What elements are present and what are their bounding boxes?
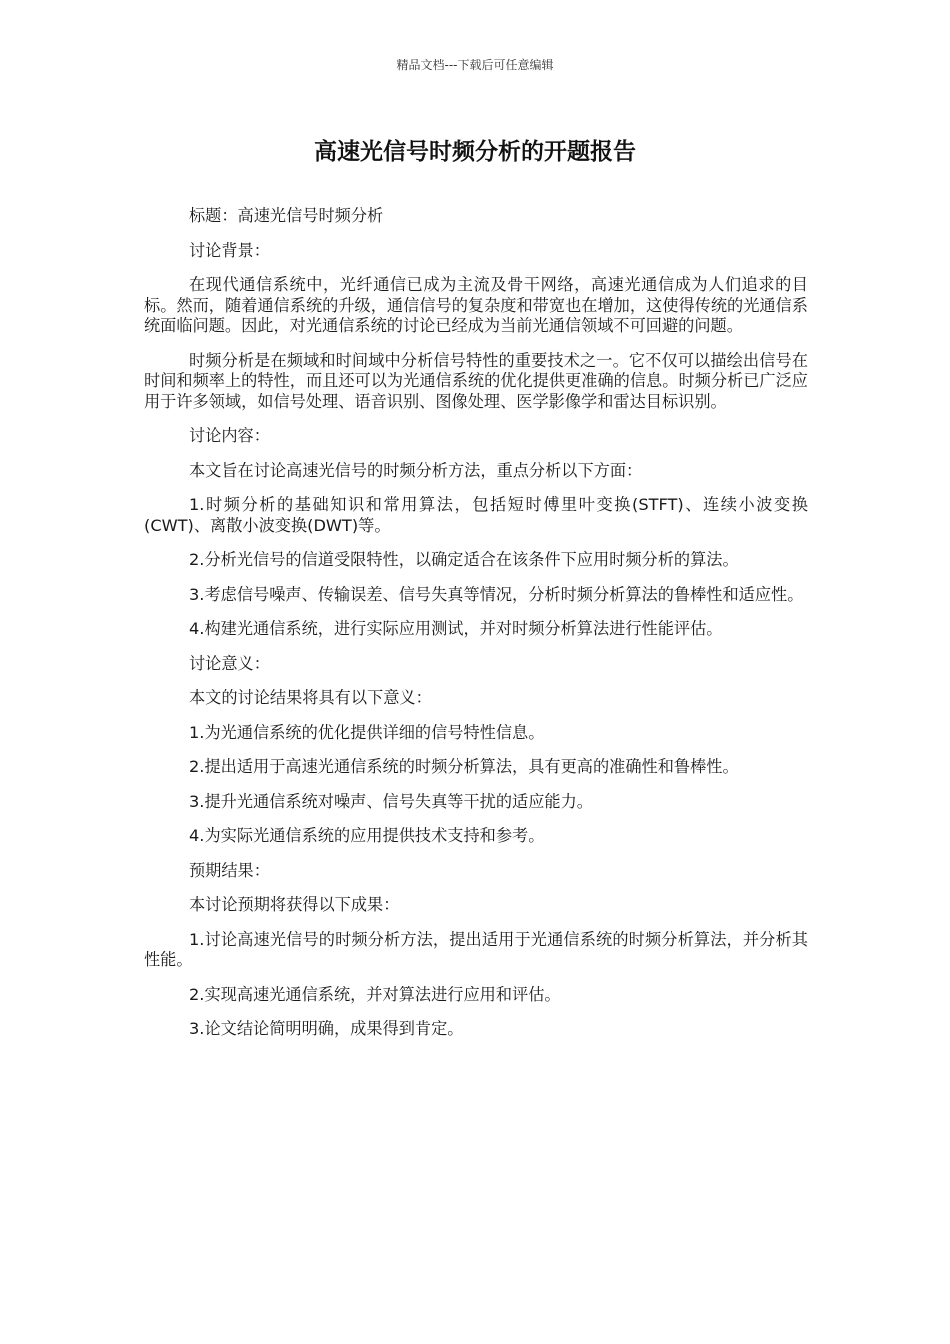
document-title: 高速光信号时频分析的开题报告 <box>314 139 636 165</box>
paragraph-heading-title: 标题：高速光信号时频分析 <box>189 206 384 225</box>
list-item-content-4: 4.构建光通信系统，进行实际应用测试，并对时频分析算法进行性能评估。 <box>189 619 723 638</box>
list-item-significance-4: 4.为实际光通信系统的应用提供技术支持和参考。 <box>189 826 545 845</box>
paragraph-background-2: 时频分析是在频域和时间域中分析信号特性的重要技术之一。它不仅可以描绘出信号在时间和频率上的特性，而且还可以为光通信系统的优化提供更准确的信息。时频分析已广泛应用于许多领域，如信号处理、语音识别、图像处理、医学影像学和雷达目标识别。 <box>144 350 808 411</box>
list-item-significance-3: 3.提升光通信系统对噪声、信号失真等干扰的适应能力。 <box>189 791 593 811</box>
paragraph-significance-intro: 本文的讨论结果将具有以下意义： <box>189 688 432 707</box>
document-body <box>144 206 808 1054</box>
list-item-results-2: 2.实现高速光通信系统，并对算法进行应用和评估。 <box>189 984 561 1004</box>
list-item-content-2: 2.分析光信号的信道受限特性，以确定适合在该条件下应用时频分析的算法。 <box>189 550 739 569</box>
list-item-results-3: 3.论文结论简明明确，成果得到肯定。 <box>189 1019 464 1038</box>
header-note: 精品文档---下载后可任意编辑 <box>396 58 554 72</box>
section-heading-content: 讨论内容： <box>189 426 270 445</box>
list-item-content-3: 3.考虑信号噪声、传输误差、信号失真等情况，分析时频分析算法的鲁棒性和适应性。 <box>189 584 804 604</box>
section-heading-expected-results: 预期结果： <box>189 860 270 880</box>
paragraph-content-intro: 本文旨在讨论高速光信号的时频分析方法，重点分析以下方面： <box>189 460 643 480</box>
section-heading-significance: 讨论意义： <box>189 653 270 673</box>
list-item-significance-1: 1.为光通信系统的优化提供详细的信号特性信息。 <box>189 722 545 742</box>
paragraph-results-intro: 本讨论预期将获得以下成果： <box>189 895 400 914</box>
list-item-significance-2: 2.提出适用于高速光通信系统的时频分析算法，具有更高的准确性和鲁棒性。 <box>189 757 739 776</box>
list-item-content-1: 1.时频分析的基础知识和常用算法，包括短时傅里叶变换(STFT)、连续小波变换(CWT)、离散小波变换(DWT)等。 <box>144 495 808 535</box>
section-heading-background: 讨论背景： <box>189 240 270 260</box>
paragraph-background-1: 在现代通信系统中，光纤通信已成为主流及骨干网络，高速光通信成为人们追求的目标。然而，随着通信系统的升级，通信信号的复杂度和带宽也在增加，这使得传统的光通信系统面临问题。因此，对光通信系统的讨论已经成为当前光通信领域不可回避的问题。 <box>144 275 808 335</box>
list-item-results-1: 1.讨论高速光信号的时频分析方法，提出适用于光通信系统的时频分析算法，并分析其性能。 <box>144 929 808 969</box>
